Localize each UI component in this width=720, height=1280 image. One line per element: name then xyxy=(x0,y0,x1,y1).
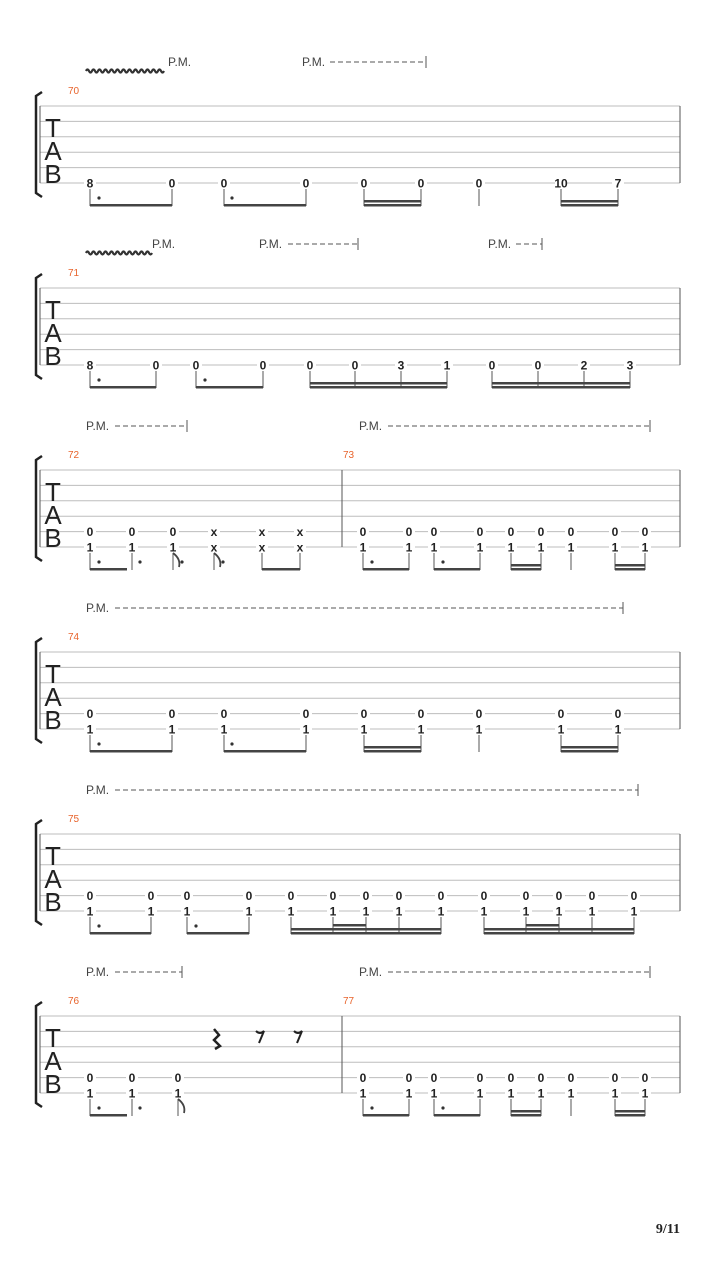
note-flag xyxy=(178,1099,184,1113)
rhythm-dot xyxy=(138,560,141,563)
fret-number: 1 xyxy=(611,1086,619,1101)
fret-number: 3 xyxy=(626,358,634,373)
fret-number: 0 xyxy=(630,889,638,904)
fret-number: 0 xyxy=(351,358,359,373)
fret-number: 1 xyxy=(220,722,228,737)
tab-system xyxy=(36,55,680,207)
tab-clef-letter: A xyxy=(44,864,62,894)
fret-number: x xyxy=(258,525,266,540)
tab-clef-letter: T xyxy=(45,659,61,689)
fret-number: 0 xyxy=(259,358,267,373)
tab-system xyxy=(36,419,680,571)
palm-mute-label: P.M. xyxy=(86,601,110,615)
tab-clef-letter: B xyxy=(44,887,62,917)
fret-number: 0 xyxy=(220,707,228,722)
tab-clef-letter: B xyxy=(44,341,62,371)
system-bracket xyxy=(36,456,42,561)
rhythm-dot xyxy=(180,560,183,563)
beam xyxy=(90,1114,127,1117)
beam xyxy=(526,924,559,927)
fret-number: 0 xyxy=(302,176,310,191)
fret-number: 1 xyxy=(359,1086,367,1101)
fret-number: 1 xyxy=(476,1086,484,1101)
tab-clef-letter: T xyxy=(45,841,61,871)
tab-clef-letter: B xyxy=(44,523,62,553)
fret-number: 1 xyxy=(555,904,563,919)
note-flag xyxy=(214,553,220,567)
fret-number: 0 xyxy=(507,1071,515,1086)
tab-system xyxy=(36,965,680,1117)
fret-number: 1 xyxy=(614,722,622,737)
rhythm-dot xyxy=(97,196,100,199)
fret-number: 0 xyxy=(147,889,155,904)
fret-number: 0 xyxy=(417,707,425,722)
rhythm-dot xyxy=(441,1106,444,1109)
fret-number: 0 xyxy=(567,1071,575,1086)
fret-number: 1 xyxy=(475,722,483,737)
tab-clef-letter: A xyxy=(44,682,62,712)
fret-number: 1 xyxy=(362,904,370,919)
beam xyxy=(511,564,541,567)
measure-number: 72 xyxy=(68,450,80,461)
fret-number: 1 xyxy=(128,540,136,555)
fret-number: 3 xyxy=(397,358,405,373)
fret-number: x xyxy=(210,540,218,555)
beam xyxy=(363,1114,409,1117)
fret-number: 1 xyxy=(567,540,575,555)
fret-number: 2 xyxy=(580,358,588,373)
beam xyxy=(434,568,480,571)
fret-number: 0 xyxy=(476,525,484,540)
vibrato-mark xyxy=(86,252,152,255)
beam xyxy=(90,204,172,207)
beam xyxy=(615,1110,645,1113)
beam xyxy=(333,924,366,927)
beam xyxy=(492,386,630,389)
fret-number: 1 xyxy=(641,540,649,555)
fret-number: 0 xyxy=(128,525,136,540)
fret-number: 1 xyxy=(537,1086,545,1101)
tab-clef-letter: B xyxy=(44,705,62,735)
rhythm-dot xyxy=(370,1106,373,1109)
fret-number: 0 xyxy=(183,889,191,904)
beam xyxy=(615,568,645,571)
beam xyxy=(561,204,618,207)
system-bracket xyxy=(36,1002,42,1107)
fret-number: 1 xyxy=(359,540,367,555)
tab-clef-letter: A xyxy=(44,318,62,348)
beam xyxy=(364,200,421,203)
palm-mute-label: P.M. xyxy=(86,965,110,979)
tab-clef-letter: B xyxy=(44,1069,62,1099)
fret-number: 1 xyxy=(588,904,596,919)
fret-number: 1 xyxy=(430,540,438,555)
system-bracket xyxy=(36,92,42,197)
fret-number: 0 xyxy=(417,176,425,191)
beam xyxy=(434,1114,480,1117)
fret-number: 0 xyxy=(537,1071,545,1086)
fret-number: 1 xyxy=(169,540,177,555)
fret-number: 1 xyxy=(128,1086,136,1101)
fret-number: 0 xyxy=(488,358,496,373)
fret-number: 0 xyxy=(359,1071,367,1086)
beam xyxy=(90,750,172,753)
system-bracket xyxy=(36,820,42,925)
fret-number: x xyxy=(296,540,304,555)
fret-number: x xyxy=(258,540,266,555)
fret-number: 0 xyxy=(405,525,413,540)
rhythm-dot xyxy=(97,742,100,745)
fret-number: 0 xyxy=(152,358,160,373)
palm-mute-label: P.M. xyxy=(488,237,512,251)
tab-clef-letter: A xyxy=(44,1046,62,1076)
fret-number: 0 xyxy=(245,889,253,904)
fret-number: 0 xyxy=(174,1071,182,1086)
palm-mute-label: P.M. xyxy=(86,419,110,433)
palm-mute-label: P.M. xyxy=(259,237,283,251)
fret-number: 1 xyxy=(476,540,484,555)
measure-number: 76 xyxy=(68,996,80,1007)
eighth-rest xyxy=(294,1031,302,1043)
fret-number: 0 xyxy=(168,707,176,722)
fret-number: x xyxy=(296,525,304,540)
fret-number: 1 xyxy=(405,1086,413,1101)
beam xyxy=(615,564,645,567)
fret-number: 7 xyxy=(614,176,622,191)
fret-number: 0 xyxy=(476,1071,484,1086)
fret-number: 0 xyxy=(611,1071,619,1086)
rhythm-dot xyxy=(97,378,100,381)
fret-number: 0 xyxy=(360,176,368,191)
fret-number: 0 xyxy=(534,358,542,373)
fret-number: 0 xyxy=(220,176,228,191)
fret-number: 1 xyxy=(611,540,619,555)
fret-number: 1 xyxy=(507,540,515,555)
beam xyxy=(561,200,618,203)
fret-number: 0 xyxy=(567,525,575,540)
measure-number: 73 xyxy=(343,450,355,461)
fret-number: 1 xyxy=(147,904,155,919)
system-bracket xyxy=(36,274,42,379)
fret-number: 1 xyxy=(405,540,413,555)
beam xyxy=(511,568,541,571)
fret-number: 1 xyxy=(537,540,545,555)
beam xyxy=(561,746,618,749)
tab-clef-letter: B xyxy=(44,159,62,189)
fret-number: 1 xyxy=(168,722,176,737)
fret-number: 0 xyxy=(557,707,565,722)
tab-clef-letter: T xyxy=(45,295,61,325)
fret-number: 0 xyxy=(128,1071,136,1086)
fret-number: 8 xyxy=(86,358,94,373)
fret-number: x xyxy=(210,525,218,540)
beam xyxy=(90,568,127,571)
rhythm-dot xyxy=(97,560,100,563)
beam xyxy=(511,1110,541,1113)
fret-number: 0 xyxy=(86,1071,94,1086)
fret-number: 1 xyxy=(557,722,565,737)
fret-number: 0 xyxy=(362,889,370,904)
beam xyxy=(364,746,421,749)
quarter-rest xyxy=(214,1029,220,1049)
fret-number: 0 xyxy=(405,1071,413,1086)
fret-number: 1 xyxy=(302,722,310,737)
beam xyxy=(310,386,447,389)
fret-number: 1 xyxy=(245,904,253,919)
beam xyxy=(187,932,249,935)
beam xyxy=(364,750,421,753)
fret-number: 0 xyxy=(537,525,545,540)
beam xyxy=(90,386,156,389)
fret-number: 1 xyxy=(641,1086,649,1101)
palm-mute-label: P.M. xyxy=(152,237,176,251)
rhythm-dot xyxy=(230,742,233,745)
fret-number: 1 xyxy=(329,904,337,919)
fret-number: 0 xyxy=(588,889,596,904)
palm-mute-label: P.M. xyxy=(359,419,383,433)
rhythm-dot xyxy=(97,924,100,927)
tab-clef-letter: T xyxy=(45,1023,61,1053)
fret-number: 1 xyxy=(174,1086,182,1101)
fret-number: 0 xyxy=(360,707,368,722)
fret-number: 0 xyxy=(395,889,403,904)
fret-number: 1 xyxy=(287,904,295,919)
fret-number: 0 xyxy=(302,707,310,722)
fret-number: 1 xyxy=(480,904,488,919)
rhythm-dot xyxy=(97,1106,100,1109)
vibrato-mark xyxy=(86,70,164,73)
fret-number: 1 xyxy=(437,904,445,919)
fret-number: 1 xyxy=(567,1086,575,1101)
beam xyxy=(363,568,409,571)
fret-number: 1 xyxy=(86,1086,94,1101)
fret-number: 0 xyxy=(192,358,200,373)
palm-mute-label: P.M. xyxy=(168,55,192,69)
fret-number: 0 xyxy=(475,176,483,191)
fret-number: 0 xyxy=(169,525,177,540)
fret-number: 1 xyxy=(86,722,94,737)
tab-system xyxy=(36,237,680,389)
fret-number: 0 xyxy=(475,707,483,722)
rhythm-dot xyxy=(230,196,233,199)
fret-number: 0 xyxy=(287,889,295,904)
page-number: 9/11 xyxy=(655,1222,680,1237)
fret-number: 0 xyxy=(86,707,94,722)
measure-number: 74 xyxy=(68,632,80,643)
beam xyxy=(526,928,559,931)
fret-number: 0 xyxy=(641,525,649,540)
tab-clef-letter: A xyxy=(44,500,62,530)
measure-number: 77 xyxy=(343,996,355,1007)
fret-number: 0 xyxy=(329,889,337,904)
measure-number: 70 xyxy=(68,86,80,97)
eighth-rest xyxy=(256,1031,264,1043)
fret-number: 8 xyxy=(86,176,94,191)
beam xyxy=(511,1114,541,1117)
rhythm-dot xyxy=(221,560,224,563)
fret-number: 1 xyxy=(522,904,530,919)
fret-number: 10 xyxy=(554,176,568,191)
fret-number: 1 xyxy=(430,1086,438,1101)
fret-number: 1 xyxy=(86,904,94,919)
fret-number: 0 xyxy=(614,707,622,722)
beam xyxy=(224,750,306,753)
fret-number: 0 xyxy=(86,889,94,904)
tab-clef-letter: A xyxy=(44,136,62,166)
fret-number: 1 xyxy=(360,722,368,737)
beam xyxy=(333,928,366,931)
beam xyxy=(310,382,447,385)
rhythm-dot xyxy=(138,1106,141,1109)
fret-number: 0 xyxy=(555,889,563,904)
measure-number: 75 xyxy=(68,814,80,825)
fret-number: 0 xyxy=(507,525,515,540)
fret-number: 1 xyxy=(183,904,191,919)
beam xyxy=(561,750,618,753)
rhythm-dot xyxy=(441,560,444,563)
tab-system xyxy=(36,783,680,935)
rhythm-dot xyxy=(194,924,197,927)
beam xyxy=(492,382,630,385)
fret-number: 1 xyxy=(417,722,425,737)
system-bracket xyxy=(36,638,42,743)
fret-number: 0 xyxy=(430,525,438,540)
beam xyxy=(615,1114,645,1117)
fret-number: 0 xyxy=(480,889,488,904)
beam xyxy=(364,204,421,207)
beam xyxy=(262,568,300,571)
tab-system xyxy=(36,601,680,753)
palm-mute-label: P.M. xyxy=(86,783,110,797)
fret-number: 0 xyxy=(522,889,530,904)
rhythm-dot xyxy=(370,560,373,563)
note-flag xyxy=(173,553,179,567)
tab-clef-letter: T xyxy=(45,113,61,143)
fret-number: 0 xyxy=(641,1071,649,1086)
fret-number: 0 xyxy=(86,525,94,540)
fret-number: 0 xyxy=(430,1071,438,1086)
fret-number: 0 xyxy=(611,525,619,540)
fret-number: 1 xyxy=(443,358,451,373)
fret-number: 1 xyxy=(86,540,94,555)
beam xyxy=(526,932,559,935)
beam xyxy=(224,204,306,207)
beam xyxy=(196,386,263,389)
tab-clef-letter: T xyxy=(45,477,61,507)
palm-mute-label: P.M. xyxy=(302,55,326,69)
fret-number: 1 xyxy=(630,904,638,919)
fret-number: 0 xyxy=(306,358,314,373)
beam xyxy=(333,932,366,935)
fret-number: 1 xyxy=(395,904,403,919)
beam xyxy=(90,932,151,935)
fret-number: 0 xyxy=(168,176,176,191)
fret-number: 1 xyxy=(507,1086,515,1101)
rhythm-dot xyxy=(203,378,206,381)
measure-number: 71 xyxy=(68,268,80,279)
fret-number: 0 xyxy=(437,889,445,904)
palm-mute-label: P.M. xyxy=(359,965,383,979)
fret-number: 0 xyxy=(359,525,367,540)
